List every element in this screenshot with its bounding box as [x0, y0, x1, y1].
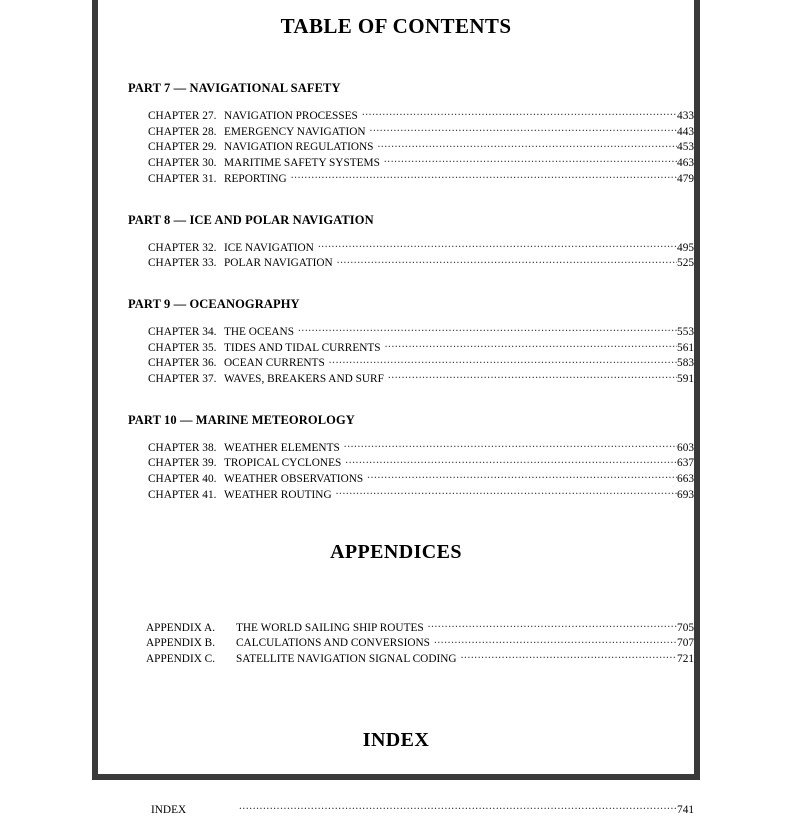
chapter-entry-label: CHAPTER 38.	[148, 441, 217, 454]
chapter-entry-title: MARITIME SAFETY SYSTEMS	[224, 157, 380, 170]
chapter-entry-dot-leader	[329, 355, 677, 366]
chapter-entry-page-number: 479	[677, 172, 694, 185]
chapter-entry[interactable]	[98, 108, 694, 124]
chapter-entry-title: EMERGENCY NAVIGATION	[224, 125, 366, 138]
page-title: TABLE OF CONTENTS	[280, 14, 512, 38]
chapter-entry-page-number: 453	[677, 141, 694, 154]
appendix-entry-title: CALCULATIONS AND CONVERSIONS	[236, 637, 430, 650]
chapter-entry[interactable]	[98, 371, 694, 387]
chapter-entry-label: CHAPTER 33.	[148, 257, 217, 270]
index-entry[interactable]	[98, 802, 694, 817]
chapter-entry-title: THE OCEANS	[224, 325, 294, 338]
chapter-entry-title: WAVES, BREAKERS AND SURF	[224, 373, 384, 386]
chapter-entry-label: CHAPTER 34.	[148, 325, 217, 338]
chapter-entry[interactable]	[98, 324, 694, 340]
chapter-entry-title: NAVIGATION PROCESSES	[224, 110, 358, 122]
chapter-entry-dot-leader	[344, 440, 677, 451]
chapter-entry-label: CHAPTER 31.	[148, 172, 217, 185]
chapter-entry-dot-leader	[385, 340, 677, 351]
appendix-entry-label: APPENDIX A.	[146, 621, 216, 634]
appendix-entry[interactable]	[98, 651, 694, 667]
appendices-container	[98, 620, 694, 667]
appendix-entry-page-number: 721	[677, 652, 694, 665]
chapter-entry-title: WEATHER ROUTING	[224, 488, 332, 501]
chapter-entry-dot-leader	[298, 324, 677, 335]
chapter-entry-page-number: 433	[677, 110, 694, 122]
chapter-entry[interactable]	[98, 171, 694, 187]
appendix-entry[interactable]	[98, 620, 694, 636]
chapter-entry-label: CHAPTER 30.	[148, 157, 217, 170]
appendix-entry[interactable]	[98, 635, 694, 651]
chapter-entry-label: CHAPTER 32.	[148, 241, 217, 254]
chapter-entry-dot-leader	[345, 455, 677, 466]
chapter-entry-title: WEATHER OBSERVATIONS	[224, 473, 364, 486]
chapter-entry[interactable]	[98, 471, 694, 487]
chapter-entry[interactable]	[98, 487, 694, 503]
chapter-entry-page-number: 591	[677, 373, 694, 386]
appendix-entry-page-number: 707	[677, 637, 694, 650]
chapter-entry-dot-leader	[367, 471, 677, 482]
chapter-entry-title: NAVIGATION REGULATIONS	[224, 141, 374, 154]
chapter-entry-page-number: 663	[677, 473, 694, 486]
chapter-entry[interactable]	[98, 124, 694, 140]
chapter-entry-title: TIDES AND TIDAL CURRENTS	[224, 341, 381, 354]
chapter-entry[interactable]	[98, 455, 694, 471]
chapter-entry-page-number: 637	[677, 457, 694, 470]
chapter-entry-label: CHAPTER 41.	[148, 488, 217, 501]
chapter-entry-dot-leader	[291, 171, 677, 182]
page-content	[98, 0, 694, 816]
chapter-entry-dot-leader	[318, 240, 677, 251]
chapter-entry[interactable]	[98, 139, 694, 155]
chapter-entry[interactable]	[98, 355, 694, 371]
chapter-entry-dot-leader	[377, 139, 677, 150]
chapter-entry-dot-leader	[370, 124, 678, 135]
chapter-entry[interactable]	[98, 240, 694, 256]
appendix-entry-dot-leader	[434, 635, 677, 646]
index-entry-label: INDEX	[151, 803, 187, 816]
appendix-entry-label: APPENDIX C.	[146, 652, 216, 665]
index-heading: INDEX	[362, 728, 430, 751]
chapter-entry[interactable]	[98, 440, 694, 456]
chapter-entry-label: CHAPTER 40.	[148, 473, 217, 486]
chapter-entry-page-number: 553	[677, 325, 694, 338]
part-heading: PART 7 — NAVIGATIONAL SAFETY	[128, 81, 341, 95]
chapter-entry-page-number: 583	[677, 357, 694, 370]
chapter-entry-title: OCEAN CURRENTS	[224, 357, 325, 370]
index-entry-page-number: 741	[677, 803, 694, 816]
index-container	[98, 802, 694, 817]
chapter-entry-page-number: 561	[677, 341, 694, 354]
chapter-entry-label: CHAPTER 35.	[148, 341, 217, 354]
chapter-entry-page-number: 463	[677, 157, 694, 170]
part-heading: PART 8 — ICE AND POLAR NAVIGATION	[128, 212, 374, 227]
parts-container	[98, 81, 694, 503]
appendices-heading: APPENDICES	[330, 540, 462, 563]
appendix-entry-page-number: 705	[677, 621, 694, 634]
chapter-entry-title: WEATHER ELEMENTS	[224, 441, 340, 454]
chapter-entry-label: CHAPTER 27.	[148, 110, 217, 122]
chapter-entry-title: POLAR NAVIGATION	[224, 257, 333, 270]
appendix-entry-dot-leader	[461, 651, 677, 662]
chapter-entry-page-number: 603	[677, 441, 694, 454]
part-heading: PART 10 — MARINE METEOROLOGY	[128, 412, 355, 427]
chapter-entry-dot-leader	[337, 255, 677, 266]
chapter-entry-page-number: 693	[677, 488, 694, 501]
chapter-entry-dot-leader	[336, 487, 677, 498]
appendix-entry-title: SATELLITE NAVIGATION SIGNAL CODING	[236, 652, 457, 665]
chapter-entry-label: CHAPTER 29.	[148, 141, 217, 154]
chapter-entry-label: CHAPTER 37.	[148, 373, 217, 386]
chapter-entry-dot-leader	[384, 155, 677, 166]
appendix-entry-dot-leader	[428, 620, 677, 631]
chapter-entry[interactable]	[98, 255, 694, 271]
chapter-entry-label: CHAPTER 28.	[148, 125, 217, 138]
page-frame	[92, 0, 700, 816]
chapter-entry-page-number: 495	[677, 241, 694, 254]
chapter-entry-title: TROPICAL CYCLONES	[224, 457, 342, 470]
chapter-entry-dot-leader	[388, 371, 677, 382]
chapter-entry[interactable]	[98, 155, 694, 171]
index-entry-dot-leader	[239, 802, 677, 813]
chapter-entry-page-number: 443	[677, 125, 694, 138]
chapter-entry-page-number: 525	[677, 257, 694, 270]
chapter-entry-dot-leader	[362, 108, 677, 119]
chapter-entry-title: REPORTING	[224, 172, 287, 185]
chapter-entry-label: CHAPTER 39.	[148, 457, 217, 470]
appendix-entry-label: APPENDIX B.	[146, 637, 216, 650]
appendix-entry-title: THE WORLD SAILING SHIP ROUTES	[236, 621, 424, 634]
chapter-entry[interactable]	[98, 340, 694, 356]
part-heading: PART 9 — OCEANOGRAPHY	[128, 296, 300, 311]
chapter-entry-label: CHAPTER 36.	[148, 357, 217, 370]
chapter-entry-title: ICE NAVIGATION	[224, 241, 314, 254]
